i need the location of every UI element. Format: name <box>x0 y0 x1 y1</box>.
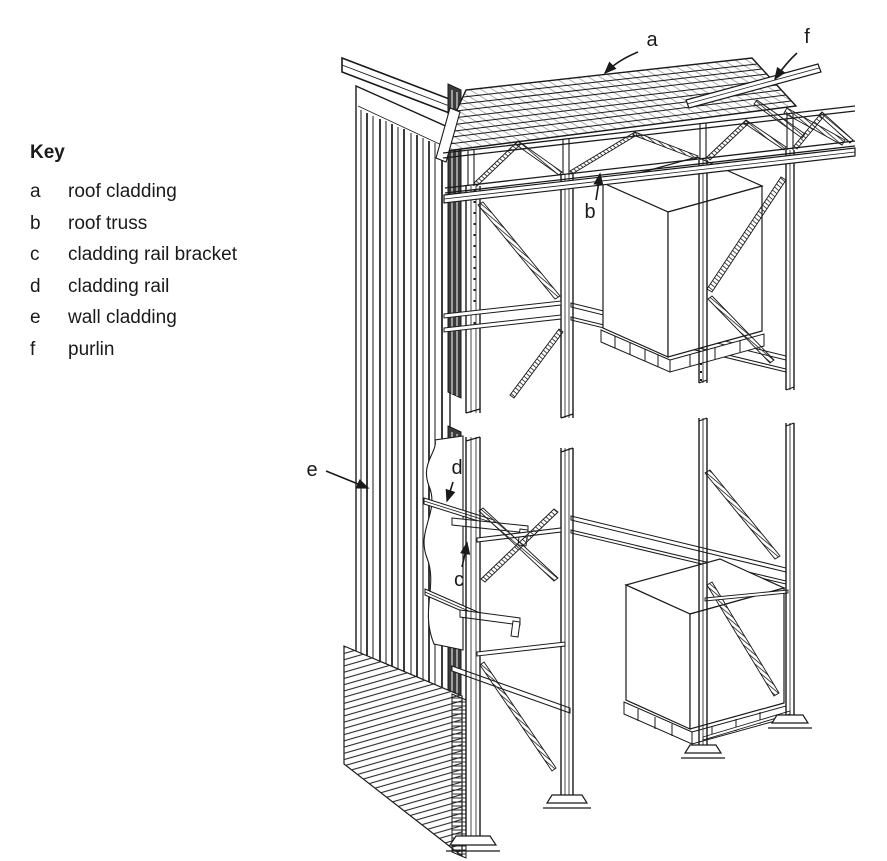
pallet-load-upper <box>601 157 764 372</box>
key-row <box>30 302 237 334</box>
key-letter: f <box>30 338 36 360</box>
key-label: cladding rail <box>68 275 170 297</box>
diagram-label-c: c <box>454 569 464 591</box>
rack-braces-front <box>478 202 563 771</box>
diagram-label-b: b <box>584 201 596 223</box>
diagram-label-e: e <box>306 459 318 481</box>
key-label: roof truss <box>68 212 148 234</box>
key-letter: a <box>30 181 41 202</box>
key-row <box>30 176 237 208</box>
cladding-rail-bracket-lower <box>460 610 520 637</box>
key-row <box>30 271 237 303</box>
label-arrow-a <box>605 52 638 73</box>
base-plate <box>685 745 721 753</box>
key-letter: e <box>30 307 41 328</box>
key-row <box>30 208 237 240</box>
key-title: Key <box>30 142 65 163</box>
key-label: wall cladding <box>68 307 177 328</box>
key-label: cladding rail bracket <box>68 244 237 265</box>
key-letter: b <box>30 212 41 234</box>
base-plate <box>547 795 587 803</box>
key-label: roof cladding <box>68 181 177 202</box>
key-row <box>30 334 237 366</box>
pallet-load-lower <box>624 559 786 744</box>
diagram-label-a: a <box>646 29 658 51</box>
key-row <box>30 239 237 271</box>
rack-column-2 <box>543 174 591 808</box>
diagram-label-f: f <box>804 26 810 48</box>
base-plate <box>450 836 496 845</box>
base-plate <box>772 715 808 723</box>
key-label: purlin <box>68 338 115 360</box>
key-letter: c <box>30 244 40 265</box>
diagram-label-d: d <box>451 457 463 479</box>
key-legend <box>30 142 237 365</box>
key-letter: d <box>30 275 41 297</box>
